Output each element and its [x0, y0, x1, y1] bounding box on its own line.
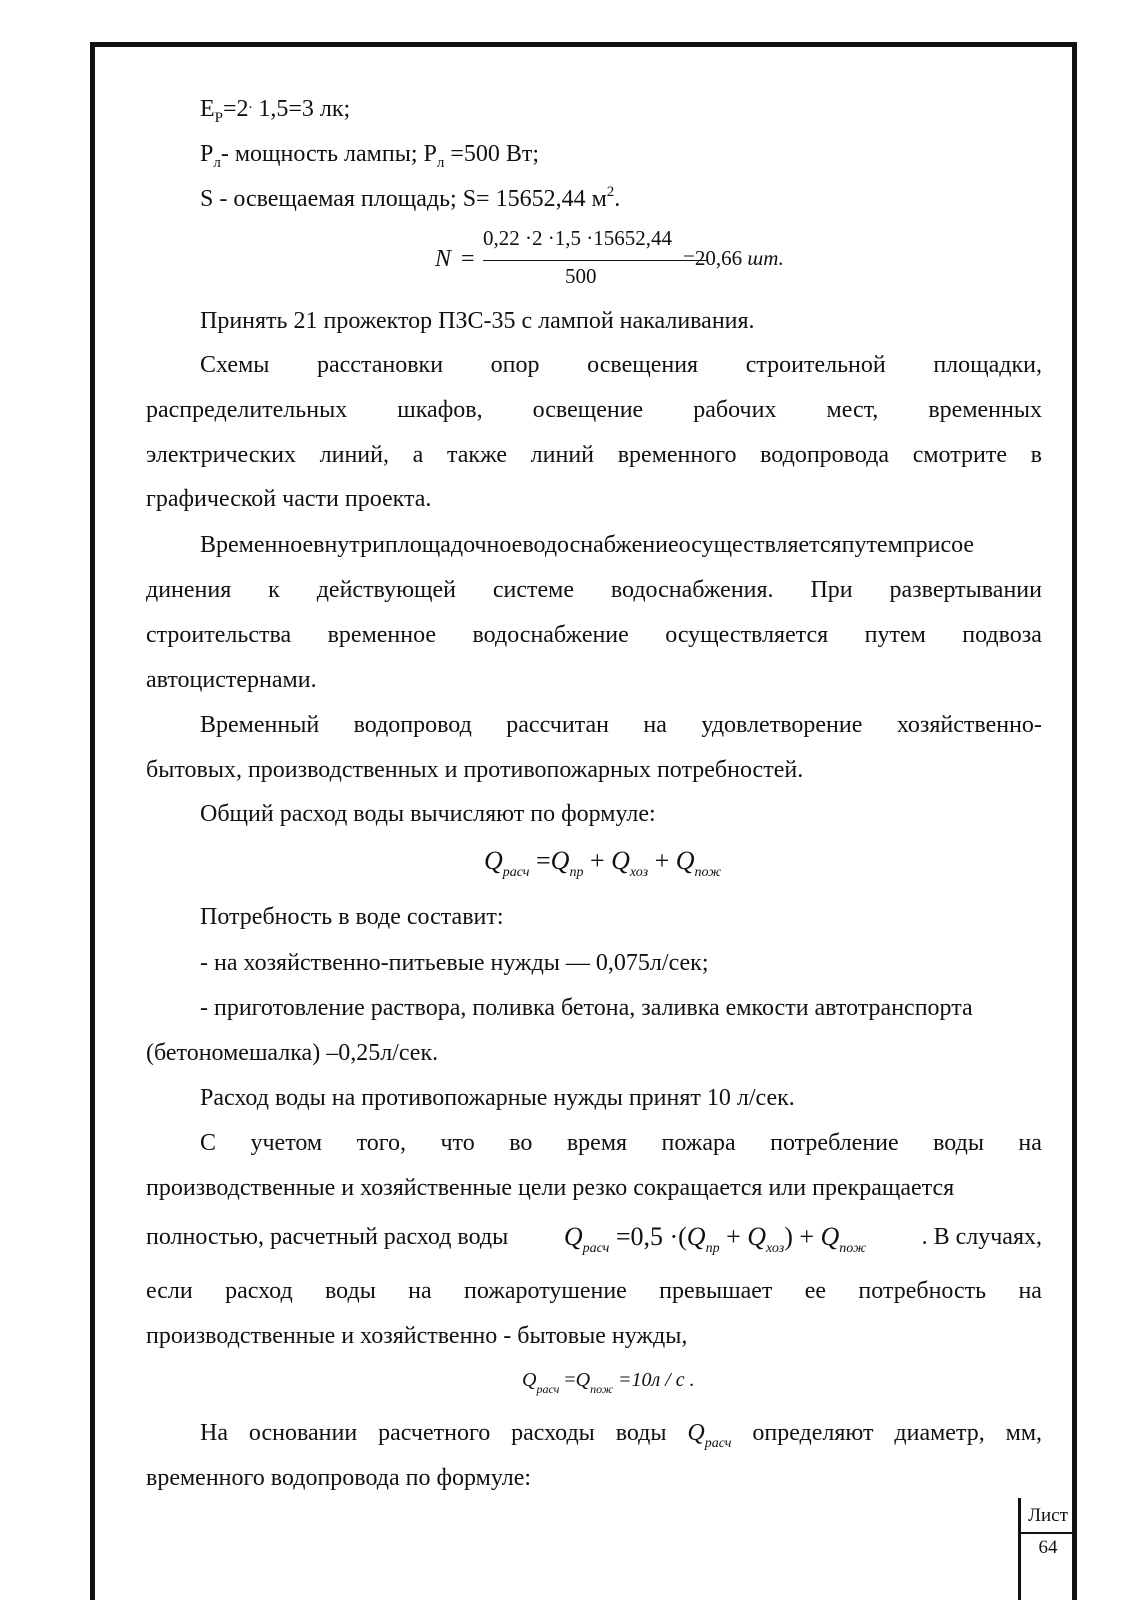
text-line-justified	[200, 710, 1042, 740]
sheet-label: Лист	[1021, 1498, 1075, 1534]
word: путем	[864, 622, 926, 648]
word: основании	[248, 1420, 358, 1446]
word: подвоза	[962, 622, 1042, 648]
word: к	[268, 577, 280, 603]
word: освещения	[587, 352, 699, 378]
text: E	[200, 96, 215, 122]
text-line-justified	[146, 440, 1042, 470]
text: Q	[611, 846, 630, 875]
text: Q	[820, 1222, 840, 1251]
word: мм,	[1005, 1420, 1042, 1446]
word: если	[146, 1278, 193, 1304]
word: С	[200, 1130, 217, 1156]
word: распределительных	[146, 397, 348, 423]
text-line: - приготовление раствора, поливка бетона, заливка емкости автотранспорта	[200, 995, 973, 1021]
text: P	[214, 110, 224, 126]
text: Q	[686, 1222, 706, 1251]
page-frame-right	[1072, 42, 1077, 1600]
text: =0,5 ·(	[609, 1222, 687, 1251]
word: шкафов,	[397, 397, 483, 423]
text-line: графической части проекта.	[146, 486, 432, 512]
word: рассчитан	[506, 712, 609, 738]
word: водопровода	[760, 442, 890, 468]
word: время	[566, 1130, 628, 1156]
text: +	[648, 846, 676, 875]
text: . В случаях,	[921, 1224, 1042, 1250]
word: опор	[490, 352, 540, 378]
text: =	[529, 846, 551, 875]
text-line-justified	[146, 1276, 1042, 1306]
text: S - освещаемая площадь; S= 15652,44 м	[200, 186, 607, 212]
text: Q	[563, 1222, 583, 1251]
word: воды	[325, 1278, 376, 1304]
text: хоз	[629, 865, 649, 880]
text: Q	[575, 1369, 591, 1391]
text: л	[213, 155, 221, 171]
sheet-number: 64	[1038, 1537, 1058, 1558]
text: P	[200, 141, 214, 167]
word: расчетного	[378, 1420, 491, 1446]
word: воды	[615, 1420, 667, 1446]
word: диаметр,	[894, 1420, 985, 1446]
text-line: производственные и хозяйственно - бытовые нужды,	[146, 1323, 688, 1349]
sheet-stamp	[1018, 1498, 1077, 1600]
text: ) +	[784, 1222, 821, 1251]
page-frame-left	[90, 42, 95, 1600]
word: водоснабжения.	[610, 577, 774, 603]
word: во	[509, 1130, 533, 1156]
word: Схемы	[200, 352, 270, 378]
text: пож	[839, 1241, 866, 1256]
text: =2	[223, 96, 249, 122]
text-line-ep	[200, 94, 1042, 127]
text-line: Временноевнутриплощадочноеводоснабжениеосуществляетсяпутемприсое	[200, 532, 975, 558]
text-line: временного водопровода по формуле:	[146, 1465, 532, 1491]
text: Q	[550, 846, 570, 875]
word: в	[1030, 442, 1042, 468]
text: Q	[675, 846, 695, 875]
text: хоз	[766, 1241, 785, 1256]
text: Q	[687, 1420, 705, 1446]
word: расход	[225, 1278, 293, 1304]
word: линий	[530, 442, 595, 468]
formula-lhs: N	[435, 246, 452, 272]
word: осуществляется	[665, 622, 829, 648]
text: .	[614, 186, 621, 212]
word: развертывании	[889, 577, 1042, 603]
word: пожара	[661, 1130, 736, 1156]
formula-eq: =	[461, 246, 475, 272]
text: 1,5=3 лк;	[252, 96, 351, 122]
text: расч	[582, 1241, 610, 1256]
text: +	[719, 1222, 748, 1251]
formula-total-water	[484, 846, 722, 880]
text: Q	[484, 846, 503, 875]
text: пр	[569, 865, 584, 880]
word: потребление	[770, 1130, 899, 1156]
text-line: Принять 21 прожектор ПЗС-35 с лампой накаливания.	[200, 308, 755, 334]
word: превышает	[659, 1278, 773, 1304]
text-line-area	[200, 184, 1042, 217]
text-line-with-formula	[146, 1222, 1042, 1257]
word: временное	[327, 622, 437, 648]
text-line: Потребность в воде составит:	[200, 904, 504, 930]
text: =	[559, 1369, 576, 1391]
text: расч	[704, 1436, 732, 1451]
text: шт.	[747, 246, 784, 270]
text-line-justified	[146, 620, 1042, 650]
word: мест,	[826, 397, 879, 423]
word: воды	[933, 1130, 984, 1156]
text: =10л / с .	[612, 1369, 695, 1391]
text: пр	[705, 1241, 720, 1256]
text: пож	[590, 1382, 613, 1396]
text: =20,66	[683, 246, 743, 270]
text-line: бытовых, производственных и противопожарных потребностей.	[146, 757, 804, 783]
word: освещение	[532, 397, 644, 423]
word: водоснабжение	[472, 622, 629, 648]
text-line: автоцистернами.	[146, 667, 317, 693]
formula-fire-water	[522, 1369, 695, 1396]
word: расстановки	[316, 352, 444, 378]
word: на	[643, 712, 667, 738]
word: системе	[492, 577, 574, 603]
text-line: производственные и хозяйственные цели резко сокращается или прекращается	[146, 1175, 955, 1201]
text: - мощность лампы; P	[220, 141, 437, 167]
word: водопровод	[353, 712, 472, 738]
text-line: Общий расход воды вычисляют по формуле:	[200, 801, 656, 827]
word: учетом	[250, 1130, 323, 1156]
formula-numerator: 0,22 ·2 ·1,5 ·15652,44	[483, 226, 672, 250]
text-line-with-formula	[200, 1418, 1042, 1452]
word: При	[810, 577, 853, 603]
word: расходы	[511, 1420, 595, 1446]
word: динения	[146, 577, 232, 603]
word: действующей	[316, 577, 456, 603]
text: пож	[694, 865, 722, 880]
word: определяют	[752, 1420, 874, 1446]
word: строительной	[745, 352, 886, 378]
word: на	[1018, 1130, 1042, 1156]
text-line: (бетономешалка) –0,25л/сек.	[146, 1040, 439, 1066]
text: Q	[522, 1369, 537, 1391]
word: Временный	[200, 712, 320, 738]
word: а	[412, 442, 424, 468]
word: временных	[928, 397, 1042, 423]
word: на	[408, 1278, 432, 1304]
text: расч	[536, 1382, 560, 1396]
text: полностью, расчетный расход воды	[146, 1224, 509, 1250]
text: Q	[747, 1222, 767, 1251]
text: л	[436, 155, 445, 171]
text-line-justified	[146, 395, 1042, 425]
word: того,	[356, 1130, 406, 1156]
text: расч	[502, 865, 530, 880]
text: =500 Вт;	[444, 141, 540, 167]
word: строительства	[146, 622, 292, 648]
text-line-justified	[200, 1128, 1042, 1158]
text-line-pl	[200, 139, 1042, 172]
text: .	[248, 96, 253, 112]
page-frame-top	[90, 42, 1077, 47]
word: смотрите	[912, 442, 1007, 468]
text-line: - на хозяйственно-питьевые нужды — 0,075л/сек;	[200, 950, 709, 976]
text-line-justified	[200, 350, 1042, 380]
text-line-justified	[146, 575, 1042, 605]
word: удовлетворение	[701, 712, 863, 738]
formula-reduced-water	[564, 1222, 866, 1257]
fraction-bar	[483, 260, 707, 261]
formula-result	[683, 246, 784, 271]
text: 2	[606, 184, 615, 200]
formula-denominator: 500	[565, 264, 597, 288]
word: на	[1018, 1278, 1042, 1304]
word: что	[440, 1130, 475, 1156]
word: хозяйственно-	[896, 712, 1042, 738]
word: площадки,	[933, 352, 1042, 378]
word: электрических	[146, 442, 296, 468]
text: +	[583, 846, 612, 875]
word: пожаротушение	[464, 1278, 627, 1304]
word: рабочих	[693, 397, 777, 423]
word: временного	[617, 442, 737, 468]
word: потребность	[858, 1278, 987, 1304]
inline-q-calc	[687, 1418, 731, 1452]
word: также	[446, 442, 507, 468]
text-line: Расход воды на противопожарные нужды принят 10 л/сек.	[200, 1085, 795, 1111]
word: На	[200, 1420, 228, 1446]
word: линий,	[319, 442, 389, 468]
word: ее	[804, 1278, 827, 1304]
